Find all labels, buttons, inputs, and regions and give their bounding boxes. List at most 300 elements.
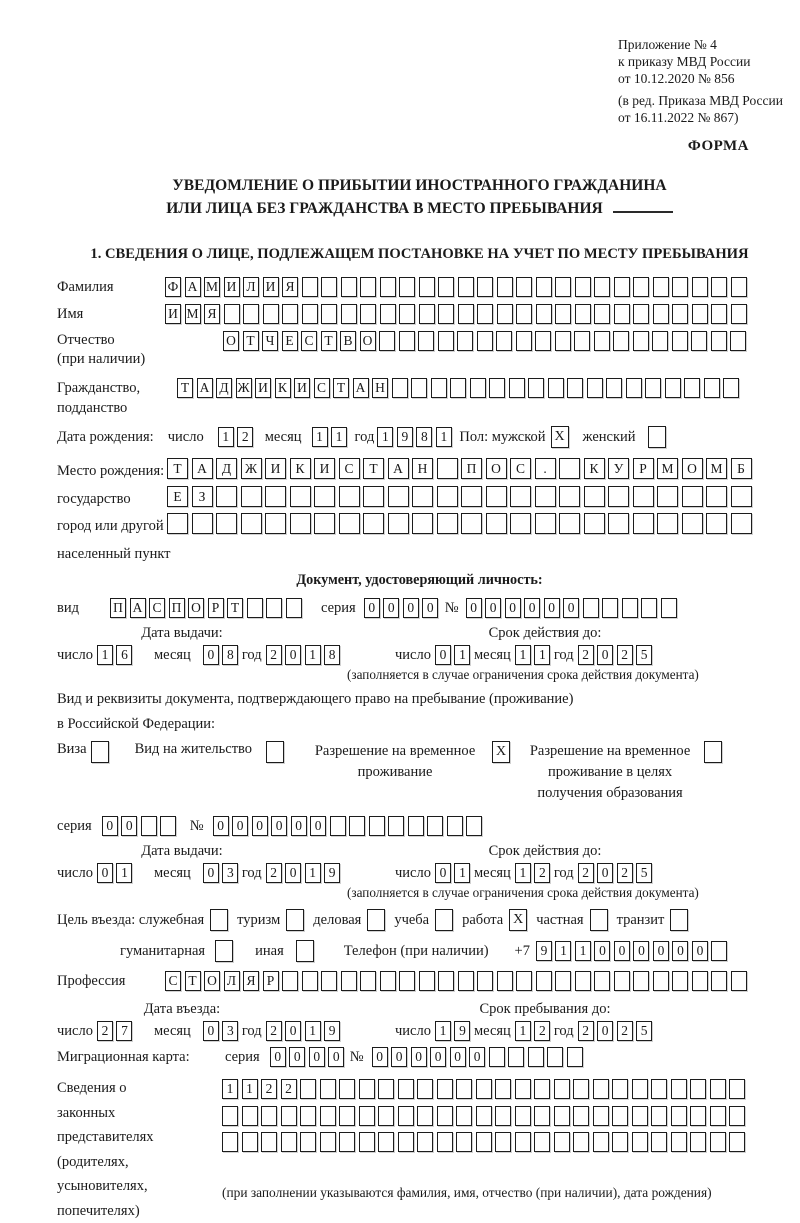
char-cell[interactable]: 2 <box>281 1079 297 1099</box>
purpose-business-checkbox[interactable] <box>367 909 385 931</box>
char-cell[interactable] <box>489 1047 505 1067</box>
char-cell[interactable] <box>359 1079 375 1099</box>
char-cell[interactable]: 1 <box>312 427 328 447</box>
char-cell[interactable]: О <box>360 331 376 351</box>
char-cell[interactable] <box>497 971 513 991</box>
char-cell[interactable] <box>302 304 318 324</box>
char-cell[interactable] <box>509 378 525 398</box>
char-cell[interactable] <box>477 277 493 297</box>
char-cell[interactable]: 2 <box>617 645 633 665</box>
char-cell[interactable] <box>729 1079 745 1099</box>
char-cell[interactable] <box>626 378 642 398</box>
char-cell[interactable] <box>486 486 507 507</box>
char-cell[interactable]: 2 <box>578 645 594 665</box>
char-cell[interactable]: 0 <box>524 598 540 618</box>
char-cell[interactable] <box>613 331 629 351</box>
char-cell[interactable]: Е <box>282 331 298 351</box>
char-cell[interactable]: 1 <box>242 1079 258 1099</box>
char-cell[interactable] <box>510 486 531 507</box>
char-cell[interactable]: 0 <box>203 863 219 883</box>
char-cell[interactable] <box>399 331 415 351</box>
char-cell[interactable] <box>266 598 282 618</box>
char-cell[interactable]: Р <box>263 971 279 991</box>
char-cell[interactable] <box>437 513 458 534</box>
char-cell[interactable]: А <box>353 378 369 398</box>
char-cell[interactable] <box>339 1106 355 1126</box>
char-cell[interactable]: О <box>188 598 204 618</box>
char-cell[interactable] <box>731 971 747 991</box>
char-cell[interactable] <box>456 1132 472 1152</box>
char-cell[interactable] <box>633 304 649 324</box>
char-cell[interactable] <box>476 1132 492 1152</box>
char-cell[interactable]: 7 <box>116 1021 132 1041</box>
visa-checkbox[interactable] <box>91 741 109 763</box>
char-cell[interactable]: 0 <box>435 645 451 665</box>
char-cell[interactable] <box>339 1079 355 1099</box>
char-cell[interactable] <box>516 304 532 324</box>
char-cell[interactable] <box>612 1132 628 1152</box>
char-cell[interactable]: 0 <box>232 816 248 836</box>
char-cell[interactable]: 2 <box>237 427 253 447</box>
char-cell[interactable] <box>584 513 605 534</box>
char-cell[interactable] <box>555 304 571 324</box>
char-cell[interactable] <box>608 513 629 534</box>
char-cell[interactable] <box>379 331 395 351</box>
char-cell[interactable] <box>731 304 747 324</box>
char-cell[interactable] <box>508 1047 524 1067</box>
char-cell[interactable] <box>300 1106 316 1126</box>
char-cell[interactable]: 1 <box>222 1079 238 1099</box>
residence-permit-checkbox[interactable] <box>266 741 284 763</box>
char-cell[interactable]: П <box>461 458 482 479</box>
char-cell[interactable] <box>510 513 531 534</box>
char-cell[interactable] <box>652 331 668 351</box>
char-cell[interactable] <box>247 598 263 618</box>
char-cell[interactable] <box>672 331 688 351</box>
char-cell[interactable]: 8 <box>222 645 238 665</box>
char-cell[interactable] <box>633 971 649 991</box>
char-cell[interactable] <box>477 971 493 991</box>
char-cell[interactable]: Д <box>216 378 232 398</box>
char-cell[interactable] <box>216 486 237 507</box>
char-cell[interactable] <box>437 1106 453 1126</box>
char-cell[interactable]: Я <box>282 277 298 297</box>
char-cell[interactable]: 2 <box>617 1021 633 1041</box>
char-cell[interactable] <box>651 1106 667 1126</box>
char-cell[interactable] <box>651 1079 667 1099</box>
char-cell[interactable]: К <box>584 458 605 479</box>
char-cell[interactable] <box>476 1079 492 1099</box>
char-cell[interactable] <box>691 331 707 351</box>
char-cell[interactable] <box>461 486 482 507</box>
char-cell[interactable] <box>671 1106 687 1126</box>
char-cell[interactable] <box>314 486 335 507</box>
char-cell[interactable] <box>431 378 447 398</box>
purpose-private-checkbox[interactable] <box>590 909 608 931</box>
char-cell[interactable] <box>496 331 512 351</box>
char-cell[interactable]: А <box>197 378 213 398</box>
char-cell[interactable] <box>554 1106 570 1126</box>
char-cell[interactable] <box>363 486 384 507</box>
char-cell[interactable] <box>320 1106 336 1126</box>
purpose-work-checkbox[interactable]: X <box>509 909 527 931</box>
char-cell[interactable]: 6 <box>116 645 132 665</box>
char-cell[interactable] <box>359 1132 375 1152</box>
char-cell[interactable] <box>534 1079 550 1099</box>
char-cell[interactable]: 3 <box>222 1021 238 1041</box>
char-cell[interactable]: 1 <box>116 863 132 883</box>
char-cell[interactable]: 2 <box>97 1021 113 1041</box>
temp-residence-checkbox[interactable]: X <box>492 741 510 763</box>
char-cell[interactable]: С <box>301 331 317 351</box>
char-cell[interactable] <box>216 513 237 534</box>
char-cell[interactable]: С <box>339 458 360 479</box>
char-cell[interactable] <box>574 331 590 351</box>
char-cell[interactable]: 2 <box>266 645 282 665</box>
char-cell[interactable] <box>731 277 747 297</box>
char-cell[interactable] <box>671 1132 687 1152</box>
char-cell[interactable] <box>412 513 433 534</box>
char-cell[interactable] <box>583 598 599 618</box>
char-cell[interactable]: 5 <box>636 645 652 665</box>
char-cell[interactable] <box>534 1106 550 1126</box>
char-cell[interactable]: 1 <box>555 941 571 961</box>
char-cell[interactable]: 8 <box>416 427 432 447</box>
char-cell[interactable]: Т <box>333 378 349 398</box>
char-cell[interactable] <box>477 304 493 324</box>
char-cell[interactable] <box>437 1079 453 1099</box>
char-cell[interactable] <box>567 378 583 398</box>
char-cell[interactable] <box>633 513 654 534</box>
char-cell[interactable] <box>594 331 610 351</box>
char-cell[interactable]: 0 <box>289 1047 305 1067</box>
char-cell[interactable] <box>380 304 396 324</box>
char-cell[interactable]: А <box>185 277 201 297</box>
char-cell[interactable]: К <box>275 378 291 398</box>
char-cell[interactable] <box>242 1132 258 1152</box>
char-cell[interactable] <box>692 304 708 324</box>
char-cell[interactable] <box>575 971 591 991</box>
char-cell[interactable] <box>466 816 482 836</box>
char-cell[interactable]: В <box>340 331 356 351</box>
char-cell[interactable]: П <box>110 598 126 618</box>
char-cell[interactable]: 2 <box>578 863 594 883</box>
char-cell[interactable] <box>359 1106 375 1126</box>
char-cell[interactable] <box>341 304 357 324</box>
char-cell[interactable]: 0 <box>614 941 630 961</box>
char-cell[interactable]: 0 <box>594 941 610 961</box>
char-cell[interactable]: 0 <box>411 1047 427 1067</box>
char-cell[interactable]: Ч <box>262 331 278 351</box>
char-cell[interactable]: 0 <box>252 816 268 836</box>
char-cell[interactable]: 3 <box>222 863 238 883</box>
char-cell[interactable] <box>575 304 591 324</box>
char-cell[interactable]: 0 <box>310 816 326 836</box>
char-cell[interactable] <box>690 1106 706 1126</box>
char-cell[interactable] <box>729 1106 745 1126</box>
char-cell[interactable]: 2 <box>534 863 550 883</box>
char-cell[interactable] <box>398 1079 414 1099</box>
char-cell[interactable]: 2 <box>578 1021 594 1041</box>
char-cell[interactable] <box>684 378 700 398</box>
char-cell[interactable] <box>167 513 188 534</box>
char-cell[interactable] <box>456 1079 472 1099</box>
char-cell[interactable] <box>378 1106 394 1126</box>
char-cell[interactable] <box>300 1079 316 1099</box>
char-cell[interactable]: 0 <box>653 941 669 961</box>
char-cell[interactable]: 0 <box>203 645 219 665</box>
char-cell[interactable] <box>554 1079 570 1099</box>
char-cell[interactable] <box>392 378 408 398</box>
char-cell[interactable] <box>398 1132 414 1152</box>
char-cell[interactable] <box>321 277 337 297</box>
char-cell[interactable] <box>594 277 610 297</box>
char-cell[interactable] <box>437 486 458 507</box>
char-cell[interactable]: 1 <box>331 427 347 447</box>
sex-female-checkbox[interactable] <box>648 426 666 448</box>
char-cell[interactable]: 1 <box>218 427 234 447</box>
char-cell[interactable] <box>457 331 473 351</box>
char-cell[interactable]: 1 <box>305 1021 321 1041</box>
char-cell[interactable] <box>408 816 424 836</box>
temp-residence-edu-checkbox[interactable] <box>704 741 722 763</box>
char-cell[interactable] <box>614 971 630 991</box>
char-cell[interactable]: 1 <box>305 863 321 883</box>
char-cell[interactable] <box>419 304 435 324</box>
char-cell[interactable] <box>412 486 433 507</box>
char-cell[interactable] <box>516 277 532 297</box>
char-cell[interactable] <box>535 331 551 351</box>
char-cell[interactable] <box>515 1132 531 1152</box>
purpose-transit-checkbox[interactable] <box>670 909 688 931</box>
char-cell[interactable]: Ж <box>236 378 252 398</box>
char-cell[interactable] <box>593 1079 609 1099</box>
char-cell[interactable] <box>614 304 630 324</box>
char-cell[interactable]: 9 <box>536 941 552 961</box>
char-cell[interactable] <box>495 1132 511 1152</box>
char-cell[interactable] <box>458 304 474 324</box>
char-cell[interactable] <box>314 513 335 534</box>
char-cell[interactable] <box>477 331 493 351</box>
char-cell[interactable] <box>692 971 708 991</box>
char-cell[interactable] <box>417 1132 433 1152</box>
char-cell[interactable]: 0 <box>422 598 438 618</box>
char-cell[interactable]: 0 <box>544 598 560 618</box>
char-cell[interactable]: А <box>192 458 213 479</box>
char-cell[interactable] <box>427 816 443 836</box>
char-cell[interactable]: М <box>657 458 678 479</box>
char-cell[interactable] <box>641 598 657 618</box>
char-cell[interactable] <box>535 513 556 534</box>
char-cell[interactable]: . <box>535 458 556 479</box>
char-cell[interactable] <box>645 378 661 398</box>
char-cell[interactable] <box>282 304 298 324</box>
char-cell[interactable]: Н <box>412 458 433 479</box>
char-cell[interactable] <box>711 941 727 961</box>
char-cell[interactable]: 0 <box>285 1021 301 1041</box>
char-cell[interactable] <box>242 1106 258 1126</box>
char-cell[interactable] <box>418 331 434 351</box>
char-cell[interactable]: 0 <box>328 1047 344 1067</box>
char-cell[interactable] <box>349 816 365 836</box>
char-cell[interactable] <box>363 513 384 534</box>
char-cell[interactable] <box>398 1106 414 1126</box>
char-cell[interactable] <box>380 971 396 991</box>
char-cell[interactable] <box>671 1079 687 1099</box>
char-cell[interactable]: И <box>165 304 181 324</box>
purpose-official-checkbox[interactable] <box>210 909 228 931</box>
char-cell[interactable]: 0 <box>430 1047 446 1067</box>
char-cell[interactable] <box>470 378 486 398</box>
char-cell[interactable] <box>438 304 454 324</box>
char-cell[interactable]: 0 <box>383 598 399 618</box>
char-cell[interactable]: 1 <box>534 645 550 665</box>
char-cell[interactable]: Т <box>177 378 193 398</box>
char-cell[interactable] <box>515 1106 531 1126</box>
char-cell[interactable] <box>594 304 610 324</box>
char-cell[interactable] <box>653 277 669 297</box>
char-cell[interactable] <box>632 1079 648 1099</box>
char-cell[interactable] <box>573 1106 589 1126</box>
char-cell[interactable] <box>380 277 396 297</box>
char-cell[interactable] <box>461 513 482 534</box>
char-cell[interactable]: 9 <box>397 427 413 447</box>
char-cell[interactable]: 2 <box>266 863 282 883</box>
char-cell[interactable]: 0 <box>271 816 287 836</box>
char-cell[interactable] <box>399 277 415 297</box>
char-cell[interactable] <box>730 331 746 351</box>
char-cell[interactable]: Л <box>224 971 240 991</box>
char-cell[interactable] <box>528 378 544 398</box>
char-cell[interactable] <box>388 513 409 534</box>
char-cell[interactable] <box>731 513 752 534</box>
char-cell[interactable]: О <box>682 458 703 479</box>
char-cell[interactable]: 9 <box>324 1021 340 1041</box>
char-cell[interactable] <box>559 458 580 479</box>
char-cell[interactable] <box>281 1106 297 1126</box>
char-cell[interactable] <box>341 971 357 991</box>
char-cell[interactable]: 1 <box>377 427 393 447</box>
char-cell[interactable]: 0 <box>391 1047 407 1067</box>
char-cell[interactable] <box>486 513 507 534</box>
char-cell[interactable]: 0 <box>270 1047 286 1067</box>
char-cell[interactable] <box>559 486 580 507</box>
char-cell[interactable] <box>321 304 337 324</box>
char-cell[interactable]: 1 <box>575 941 591 961</box>
char-cell[interactable]: Д <box>216 458 237 479</box>
char-cell[interactable] <box>536 304 552 324</box>
char-cell[interactable]: Т <box>321 331 337 351</box>
char-cell[interactable]: И <box>314 458 335 479</box>
char-cell[interactable]: 0 <box>372 1047 388 1067</box>
char-cell[interactable] <box>497 304 513 324</box>
char-cell[interactable] <box>286 598 302 618</box>
char-cell[interactable] <box>633 331 649 351</box>
char-cell[interactable] <box>360 304 376 324</box>
char-cell[interactable] <box>723 378 739 398</box>
char-cell[interactable] <box>706 513 727 534</box>
char-cell[interactable]: 0 <box>633 941 649 961</box>
char-cell[interactable] <box>369 816 385 836</box>
char-cell[interactable] <box>320 1079 336 1099</box>
char-cell[interactable] <box>535 486 556 507</box>
char-cell[interactable] <box>633 486 654 507</box>
char-cell[interactable] <box>682 513 703 534</box>
char-cell[interactable]: 1 <box>435 1021 451 1041</box>
char-cell[interactable]: 5 <box>636 1021 652 1041</box>
char-cell[interactable] <box>411 378 427 398</box>
char-cell[interactable]: Р <box>208 598 224 618</box>
char-cell[interactable]: 8 <box>324 645 340 665</box>
char-cell[interactable]: 1 <box>436 427 452 447</box>
char-cell[interactable] <box>672 277 688 297</box>
purpose-other-checkbox[interactable] <box>296 940 314 962</box>
char-cell[interactable]: М <box>185 304 201 324</box>
char-cell[interactable] <box>282 971 298 991</box>
char-cell[interactable]: И <box>224 277 240 297</box>
char-cell[interactable] <box>555 331 571 351</box>
char-cell[interactable]: 0 <box>597 863 613 883</box>
char-cell[interactable]: Р <box>633 458 654 479</box>
char-cell[interactable] <box>704 378 720 398</box>
char-cell[interactable] <box>729 1132 745 1152</box>
char-cell[interactable]: А <box>388 458 409 479</box>
char-cell[interactable] <box>495 1079 511 1099</box>
char-cell[interactable]: 0 <box>469 1047 485 1067</box>
char-cell[interactable]: 9 <box>324 863 340 883</box>
char-cell[interactable] <box>458 971 474 991</box>
char-cell[interactable] <box>243 304 259 324</box>
char-cell[interactable] <box>710 1132 726 1152</box>
char-cell[interactable] <box>281 1132 297 1152</box>
char-cell[interactable] <box>378 1132 394 1152</box>
char-cell[interactable] <box>339 486 360 507</box>
char-cell[interactable]: Т <box>185 971 201 991</box>
char-cell[interactable]: Л <box>243 277 259 297</box>
char-cell[interactable]: 0 <box>403 598 419 618</box>
char-cell[interactable] <box>456 1106 472 1126</box>
char-cell[interactable]: И <box>263 277 279 297</box>
char-cell[interactable] <box>612 1079 628 1099</box>
char-cell[interactable] <box>711 331 727 351</box>
char-cell[interactable] <box>261 1106 277 1126</box>
char-cell[interactable] <box>653 304 669 324</box>
char-cell[interactable] <box>300 1132 316 1152</box>
char-cell[interactable] <box>497 277 513 297</box>
char-cell[interactable] <box>547 1047 563 1067</box>
char-cell[interactable]: 2 <box>266 1021 282 1041</box>
char-cell[interactable]: 0 <box>121 816 137 836</box>
char-cell[interactable] <box>633 277 649 297</box>
char-cell[interactable] <box>388 486 409 507</box>
char-cell[interactable]: И <box>294 378 310 398</box>
char-cell[interactable]: 2 <box>261 1079 277 1099</box>
char-cell[interactable] <box>622 598 638 618</box>
char-cell[interactable] <box>516 331 532 351</box>
char-cell[interactable] <box>489 378 505 398</box>
char-cell[interactable] <box>606 378 622 398</box>
char-cell[interactable] <box>399 304 415 324</box>
char-cell[interactable] <box>437 458 458 479</box>
char-cell[interactable] <box>573 1079 589 1099</box>
char-cell[interactable]: 0 <box>102 816 118 836</box>
char-cell[interactable] <box>682 486 703 507</box>
char-cell[interactable]: 0 <box>485 598 501 618</box>
char-cell[interactable]: 0 <box>213 816 229 836</box>
char-cell[interactable] <box>567 1047 583 1067</box>
char-cell[interactable] <box>657 513 678 534</box>
char-cell[interactable] <box>339 1132 355 1152</box>
